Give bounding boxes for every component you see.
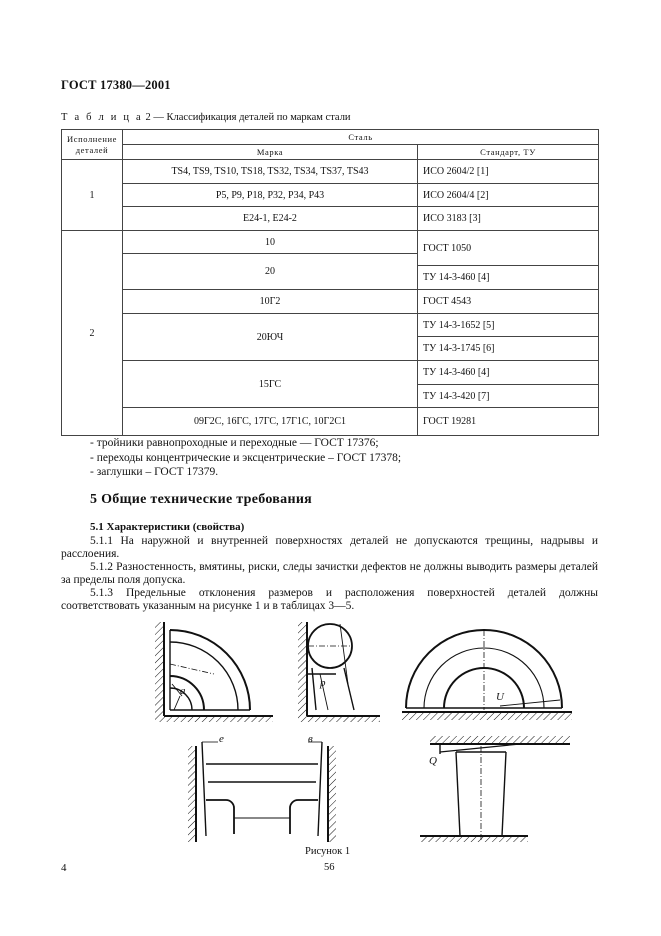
header-standard: Стандарт, ТУ (418, 145, 599, 160)
standard-cell: ТУ 14-3-460 [4] (418, 361, 599, 385)
grade-cell: 20ЮЧ (123, 314, 418, 361)
standard-cell: ИСО 2604/4 [2] (418, 184, 599, 207)
label-a: a (180, 685, 186, 697)
standard-cell: ТУ 14-3-420 [7] (418, 385, 599, 408)
reducer-drawing (188, 742, 336, 842)
list-item: - переходы концентрические и эксцентрические – ГОСТ 17378; (90, 452, 402, 464)
table-caption-text: 2 — Классификация деталей по маркам стали (145, 112, 351, 123)
cap-drawing (420, 736, 570, 842)
table-row (62, 290, 599, 314)
section-title: 5 Общие технические требования (90, 492, 313, 507)
standard-cell: ГОСТ 19281 (418, 408, 599, 436)
paragraph-5-1-3: 5.1.3 Предельные отклонения размеров и расположения поверхностей деталей должны соответствовать указанным на рисунке 1 и в таблицах 3—5. (61, 587, 598, 612)
standard-cell: ГОСТ 1050 (418, 231, 599, 266)
table-row (62, 231, 599, 254)
exec-cell: 1 (62, 160, 123, 231)
list-item: - заглушки – ГОСТ 17379. (90, 466, 219, 478)
elbow-drawing (155, 622, 273, 722)
document-header: ГОСТ 17380—2001 (61, 78, 171, 92)
label-v: в (308, 733, 313, 745)
figure-caption: Рисунок 1 (305, 846, 351, 857)
paragraph-5-1-2: 5.1.2 Разностенность, вмятины, риски, следы зачистки дефектов не должны выводить размеры деталей за пределы поля допуска. (61, 561, 598, 586)
table-row (62, 160, 599, 184)
header-steel: Сталь (123, 130, 599, 145)
standard-cell: ИСО 2604/2 [1] (418, 160, 599, 184)
grade-cell: E24-1, E24-2 (123, 207, 418, 231)
table-caption (61, 112, 351, 123)
standard-cell: ТУ 14-3-460 [4] (418, 266, 599, 290)
list-item: - тройники равнопроходные и переходные — ГОСТ 17376; (90, 437, 379, 449)
paragraph-5-1-1: 5.1.1 На наружной и внутренней поверхностях деталей не допускаются трещины, надрывы и расслоения. (61, 535, 598, 560)
grade-cell: 20 (123, 254, 418, 290)
table-caption-prefix: Т а б л и ц а (61, 112, 143, 123)
standard-cell: ИСО 3183 [3] (418, 207, 599, 231)
grade-cell: 10Г2 (123, 290, 418, 314)
subsection-title: 5.1 Характеристики (свойства) (90, 521, 245, 533)
grade-cell: 15ГС (123, 361, 418, 408)
table-row (62, 408, 599, 436)
standard-cell: ГОСТ 4543 (418, 290, 599, 314)
table-row (62, 207, 599, 231)
sheet-number: 56 (324, 862, 335, 873)
table-row (62, 361, 599, 385)
label-e: е (219, 733, 224, 745)
table-row (62, 314, 599, 337)
grade-cell: 09Г2С, 16ГС, 17ГС, 17Г1С, 10Г2С1 (123, 408, 418, 436)
steel-grade-table (61, 129, 599, 436)
header-grade: Марка (123, 145, 418, 160)
grade-cell: P5, P9, P18, P32, P34, P43 (123, 184, 418, 207)
standard-cell: ТУ 14-3-1652 [5] (418, 314, 599, 337)
grade-cell: 10 (123, 231, 418, 254)
label-q: Q (429, 755, 437, 767)
label-u: U (496, 691, 504, 703)
table-row (62, 184, 599, 207)
exec-cell: 2 (62, 231, 123, 436)
tee-drawing (298, 622, 380, 722)
grade-cell: TS4, TS9, TS10, TS18, TS32, TS34, TS37, TS43 (123, 160, 418, 184)
label-p: р (320, 677, 326, 689)
standard-cell: ТУ 14-3-1745 [6] (418, 337, 599, 361)
figure-1-drawings (140, 614, 580, 846)
header-execution: Исполнение деталей (62, 130, 123, 160)
half-ring-drawing (402, 630, 572, 720)
page-number: 4 (61, 862, 67, 874)
